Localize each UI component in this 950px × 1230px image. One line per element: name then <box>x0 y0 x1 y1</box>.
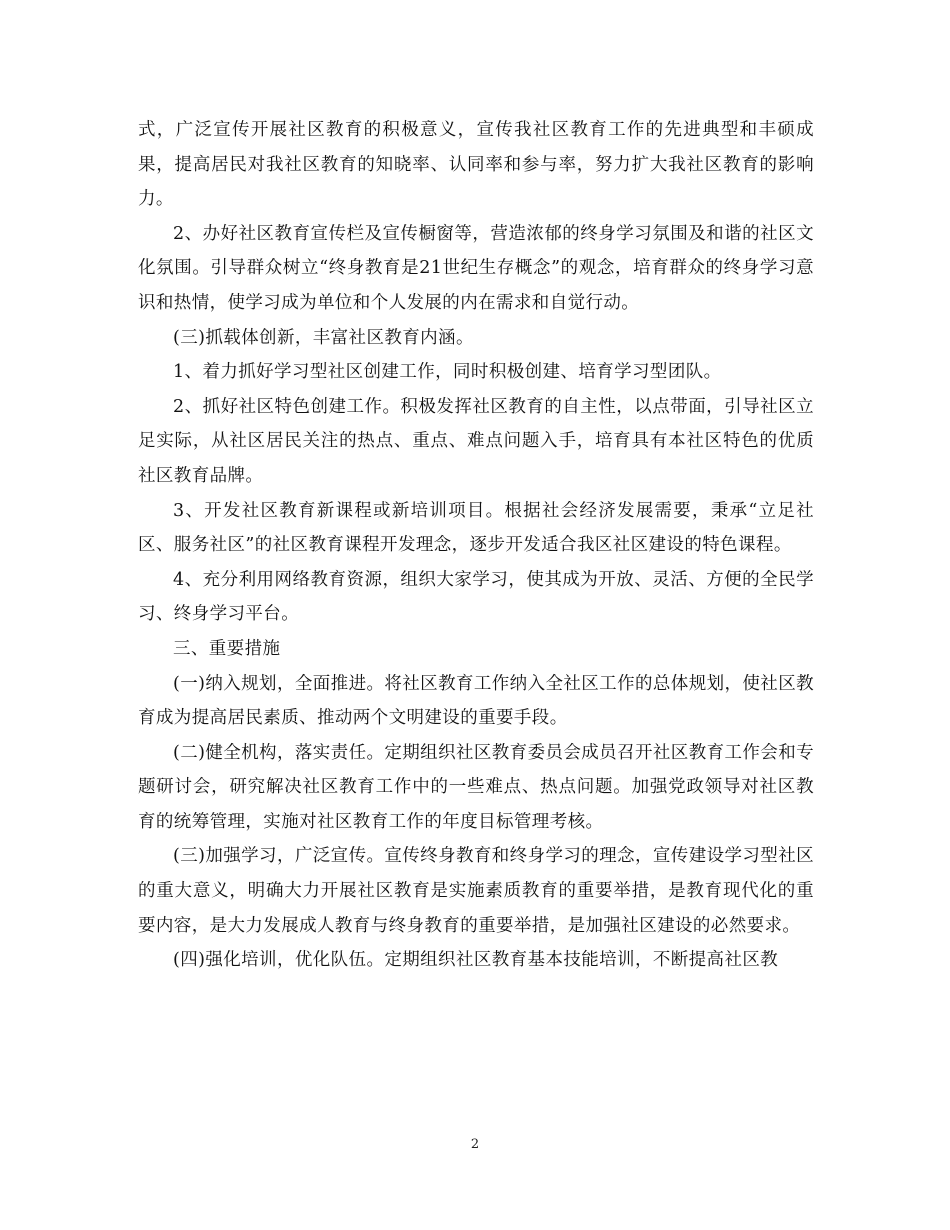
paragraph: (二)健全机构，落实责任。定期组织社区教育委员会成员召开社区教育工作会和专题研讨会，研究解决社区教育工作中的一些难点、热点问题。加强党政领导对社区教育的统筹管理，实施对社区教育工作的年度目标管理考核。 <box>138 742 814 832</box>
paragraph: 2、办好社区教育宣传栏及宣传橱窗等，营造浓郁的终身学习氛围及和谐的社区文化氛围。引导群众树立“终身教育是21世纪生存概念”的观念，培育群众的终身学习意识和热情，使学习成为单位和个人发展的内在需求和自觉行动。 <box>138 223 814 313</box>
paragraph: 3、开发社区教育新课程或新培训项目。根据社会经济发展需要，秉承“立足社区、服务社区”的社区教育课程开发理念，逐步开发适合我区社区建设的特色课程。 <box>138 500 814 556</box>
paragraph: 2、抓好社区特色创建工作。积极发挥社区教育的自主性，以点带面，引导社区立足实际，从社区居民关注的热点、重点、难点问题入手，培育具有本社区特色的优质社区教育品牌。 <box>138 396 814 486</box>
paragraph: 4、充分利用网络教育资源，组织大家学习，使其成为开放、灵活、方便的全民学习、终身学习平台。 <box>138 569 814 625</box>
section-heading: (三)抓载体创新，丰富社区教育内涵。 <box>173 327 474 348</box>
paragraph: (四)强化培训，优化队伍。定期组织社区教育基本技能培训，不断提高社区教 <box>173 950 779 971</box>
page-number: 2 <box>470 1137 480 1152</box>
section-heading: 三、重要措施 <box>173 638 281 659</box>
paragraph: (三)加强学习，广泛宣传。宣传终身教育和终身学习的理念，宣传建设学习型社区的重大意义，明确大力开展社区教育是实施素质教育的重要举措，是教育现代化的重要内容，是大力发展成人教育与终身教育的重要举措，是加强社区建设的必然要求。 <box>138 846 814 936</box>
paragraph: 式，广泛宣传开展社区教育的积极意义，宣传我社区教育工作的先进典型和丰硕成果，提高居民对我社区教育的知晓率、认同率和参与率，努力扩大我社区教育的影响力。 <box>138 120 814 210</box>
paragraph: 1、着力抓好学习型社区创建工作，同时积极创建、培育学习型团队。 <box>173 362 722 383</box>
document-body <box>138 113 814 978</box>
paragraph: (一)纳入规划，全面推进。将社区教育工作纳入全社区工作的总体规划，使社区教育成为提高居民素质、推动两个文明建设的重要手段。 <box>138 673 814 729</box>
